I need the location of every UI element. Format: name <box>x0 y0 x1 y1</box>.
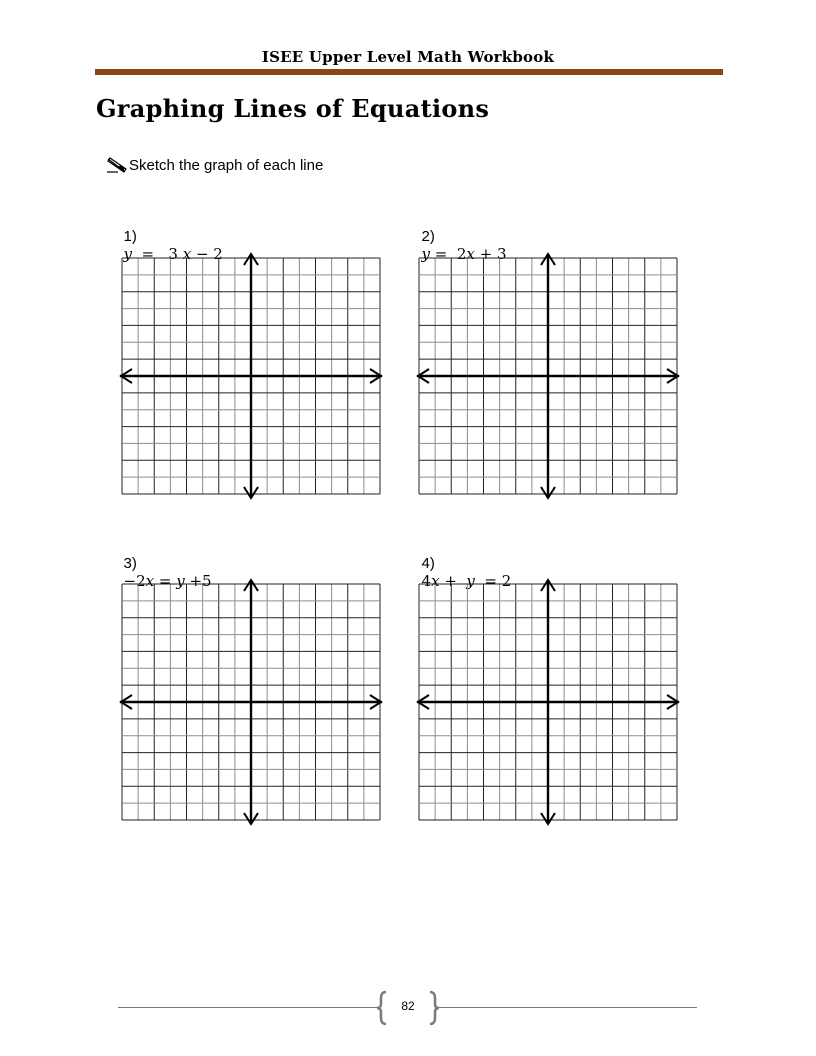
coordinate-grid-1 <box>118 250 384 500</box>
footer-line-right <box>437 1007 697 1008</box>
page-title: Graphing Lines of Equations <box>96 94 490 123</box>
instruction <box>106 156 323 174</box>
left-brace-icon <box>375 990 389 1026</box>
footer-line-left <box>118 1007 380 1008</box>
header-rule <box>95 69 723 75</box>
header-title: ISEE Upper Level Math Workbook <box>261 48 555 66</box>
problem-number: 4) <box>421 555 435 572</box>
page-number: 82 <box>401 999 415 1013</box>
instruction-text: Sketch the graph of each line <box>129 156 324 174</box>
problem-number: 1) <box>123 228 137 245</box>
problem-equation: 𝑦 = 3 𝑥 − 2 <box>123 245 223 263</box>
problem-number: 2) <box>421 228 435 245</box>
problem-equation: −2𝑥 = 𝑦 +5 <box>123 572 212 590</box>
problem-number: 3) <box>123 555 137 572</box>
coordinate-grid-4 <box>415 576 681 826</box>
problem-equation: 4𝑥 + 𝑦 = 2 <box>421 572 512 590</box>
right-brace-icon <box>427 990 441 1026</box>
problem-equation: 𝑦 = 2𝑥 + 3 <box>421 245 507 263</box>
coordinate-grid-2 <box>415 250 681 500</box>
coordinate-grid-3 <box>118 576 384 826</box>
pencil-icon <box>106 156 128 174</box>
